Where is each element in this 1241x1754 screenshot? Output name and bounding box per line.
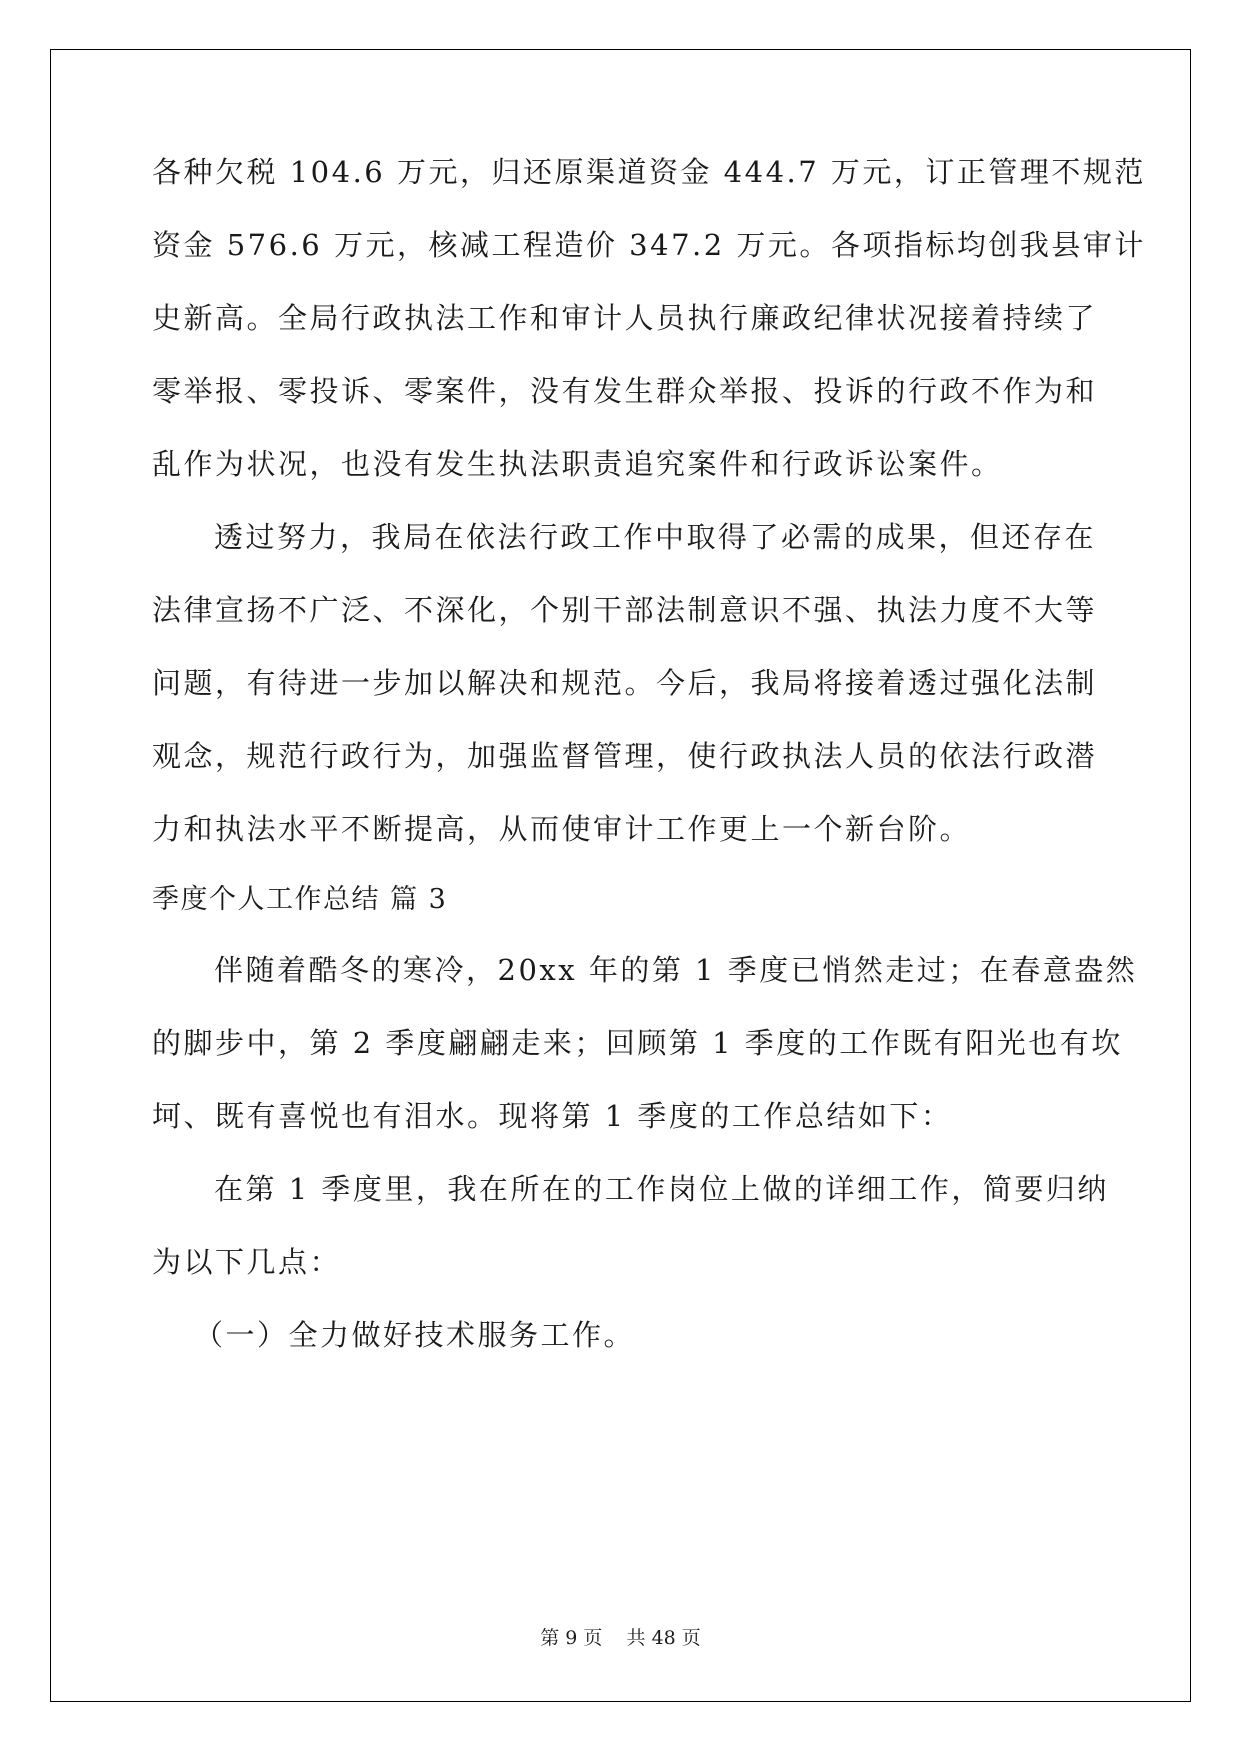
text-line: 资金 576.6 万元，核减工程造价 347.2 万元。各项指标均创我县审计 bbox=[152, 228, 1146, 262]
page-total: 共 48 页 bbox=[626, 1627, 701, 1649]
text-line: 各种欠税 104.6 万元，归还原渠道资金 444.7 万元，订正管理不规范 bbox=[152, 155, 1146, 189]
page-number: 第 9 页 bbox=[540, 1627, 603, 1649]
text-line: 坷、既有喜悦也有泪水。现将第 1 季度的工作总结如下： bbox=[152, 1099, 953, 1133]
text-line: 的脚步中，第 2 季度翩翩走来；回顾第 1 季度的工作既有阳光也有坎 bbox=[152, 1026, 1123, 1060]
text-line: 伴随着酷冬的寒冷，20xx 年的第 1 季度已悄然走过；在春意盎然 bbox=[214, 953, 1138, 987]
page-footer bbox=[0, 1626, 1241, 1650]
text-line: 力和执法水平不断提高，从而使审计工作更上一个新台阶。 bbox=[152, 812, 972, 846]
page-border bbox=[50, 49, 1191, 1702]
text-line: 零举报、零投诉、零案件，没有发生群众举报、投诉的行政不作为和 bbox=[152, 374, 1098, 408]
text-line: 在第 1 季度里，我在所在的工作岗位上做的详细工作，简要归纳 bbox=[214, 1172, 1109, 1206]
text-line: 乱作为状况，也没有发生执法职责追究案件和行政诉讼案件。 bbox=[152, 447, 1003, 481]
list-item: （一）全力做好技术服务工作。 bbox=[194, 1318, 636, 1352]
section-heading: 季度个人工作总结 篇 3 bbox=[152, 884, 448, 915]
text-line: 为以下几点： bbox=[152, 1245, 342, 1279]
text-line: 透过努力，我局在依法行政工作中取得了必需的成果，但还存在 bbox=[214, 520, 1097, 554]
text-line: 观念，规范行政行为，加强监督管理，使行政执法人员的依法行政潜 bbox=[152, 739, 1098, 773]
text-line: 问题，有待进一步加以解决和规范。今后，我局将接着透过强化法制 bbox=[152, 666, 1098, 700]
text-line: 史新高。全局行政执法工作和审计人员执行廉政纪律状况接着持续了 bbox=[152, 301, 1098, 335]
text-line: 法律宣扬不广泛、不深化，个别干部法制意识不强、执法力度不大等 bbox=[152, 593, 1098, 627]
